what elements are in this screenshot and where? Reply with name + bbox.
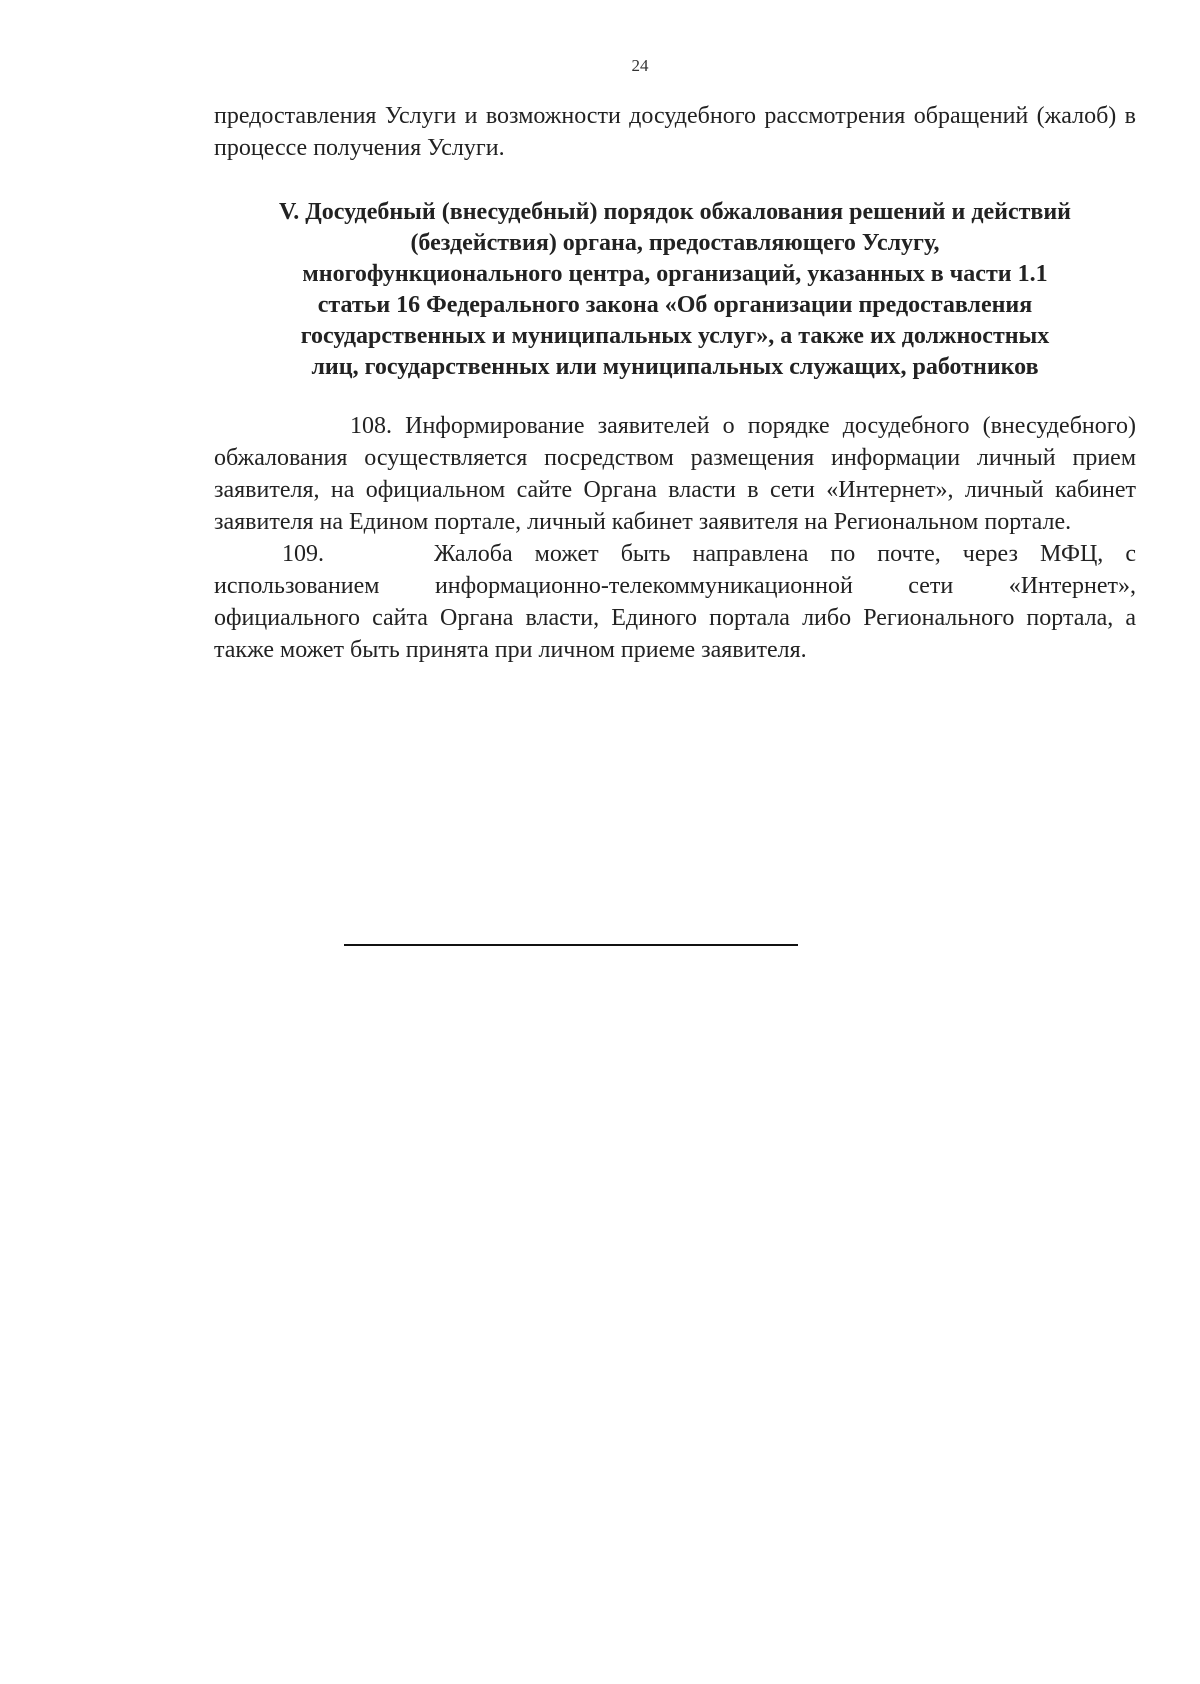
heading-line: статьи 16 Федерального закона «Об организации предоставления [317,292,1033,318]
paragraph-text: Информирование заявителей о порядке досудебного (внесудебного) обжалования осуществляется посредством размещения информации личный прием заявителя, на официальном сайте Органа власти в сети «Интернет», личный кабинет заявителя на Едином портале, личный кабинет заявителя на Региональном портале. [214,413,1136,535]
paragraph-text: Жалоба может быть направлена по почте, через МФЦ, с использованием информационно-телекоммуникационной сети «Интернет», официального сайта Органа власти, Единого портала либо Регионального портала, а также может быть принята при личном приеме заявителя. [214,541,1136,663]
heading-line: (бездействия) органа, предоставляющего Услугу, [410,230,940,256]
document-body [214,100,1136,666]
page-number: 24 [631,56,649,75]
paragraph-number: 109. [282,541,324,567]
paragraph-109 [214,538,1136,666]
closing-rule [344,944,798,946]
paragraph-108 [214,410,1136,538]
section-heading [214,197,1136,383]
heading-line: V. Досудебный (внесудебный) порядок обжалования решений и действий [278,199,1071,225]
heading-line: лиц, государственных или муниципальных служащих, работников [311,354,1039,380]
heading-line: многофункционального центра, организаций, указанных в части 1.1 [302,261,1048,287]
heading-line: государственных и муниципальных услуг», а также их должностных [300,323,1050,349]
intro-continuation: предоставления Услуги и возможности досудебного рассмотрения обращений (жалоб) в процессе получения Услуги. [214,103,1136,161]
paragraph-number: 108. [350,413,392,439]
